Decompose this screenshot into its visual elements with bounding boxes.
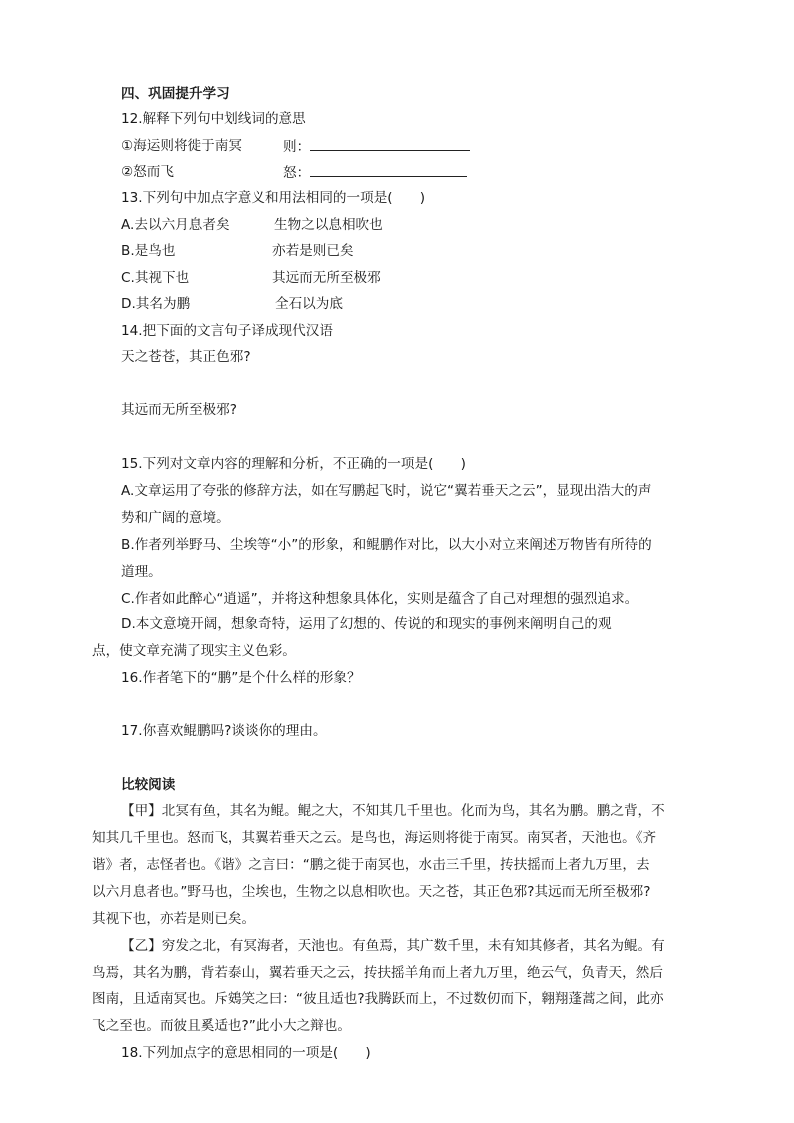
question-13-stem: 13.下列句中加点字意义和用法相同的一项是( )	[121, 190, 426, 206]
answer-blank	[310, 136, 470, 151]
question-12-item-1: ①海运则将徙于南冥	[121, 138, 242, 154]
question-15-option-c: C.作者如此醉心“逍遥”，并将这种想象具体化，实则是蕴含了自己对理想的强烈追求。	[121, 591, 639, 607]
section-title-compare: 比较阅读	[121, 777, 176, 793]
passage-jia-line-5: 其视下也，亦若是则已矣。	[92, 911, 256, 927]
question-15-option-a-line-2: 势和广阔的意境。	[121, 510, 230, 526]
answer-blank	[310, 162, 467, 177]
question-16-stem: 16.作者笔下的“鹏”是个什么样的形象？	[121, 670, 361, 686]
passage-yi-line-4: 飞之至也。而彼且奚适也?”此小大之辩也。	[92, 1018, 351, 1034]
question-15-option-d-line-1: D.本文意境开阔，想象奇特，运用了幻想的、传说的和现实的事例来阐明自己的观	[121, 616, 612, 632]
passage-jia-line-3: 谐》者，志怪者也。《谐》之言曰：“鹏之徙于南冥也，水击三千里，抟扶摇而上者九万里，去	[92, 857, 650, 873]
question-13-option-a: A.去以六月息者矣	[121, 217, 230, 233]
passage-yi-line-3: 图南，且适南冥也。斥鴳笑之曰：“彼且适也?我腾跃而上，不过数仞而下，翱翔蓬蒿之间，此亦	[92, 991, 664, 1007]
question-13-option-d: D.其名为鹏	[121, 296, 191, 312]
question-15-option-b-line-1: B.作者列举野马、尘埃等“小”的形象，和鲲鹏作对比，以大小对立来阐述万物皆有所待的	[121, 537, 652, 553]
question-15-option-d-line-2: 点，使文章充满了现实主义色彩。	[92, 643, 296, 659]
question-14-sentence-1: 天之苍苍，其正色邪?	[121, 349, 251, 365]
question-17-stem: 17.你喜欢鲲鹏吗?谈谈你的理由。	[121, 723, 327, 739]
question-18-stem: 18.下列加点字的意思相同的一项是( )	[121, 1045, 371, 1061]
passage-yi-line-1: 【乙】穷发之北，有冥海者，天池也。有鱼焉，其广数千里，未有知其修者，其名为鲲。有	[121, 938, 665, 954]
question-13-option-b-compare: 亦若是则已矣	[272, 243, 354, 259]
question-13-option-a-compare: 生物之以息相吹也	[274, 217, 383, 233]
question-15-option-b-line-2: 道理。	[121, 564, 162, 580]
passage-jia-line-4: 以六月息者也。”野马也，尘埃也，生物之以息相吹也。天之苍，其正色邪?其远而无所至极邪?	[92, 884, 651, 900]
question-15-option-a-line-1: A.文章运用了夸张的修辞方法，如在写鹏起飞时，说它“翼若垂天之云”，显现出浩大的声	[121, 483, 652, 499]
question-13-option-c-compare: 其远而无所至极邪	[272, 270, 381, 286]
question-13-option-d-compare: 全石以为底	[275, 296, 343, 312]
question-12-item-2-answer	[283, 162, 467, 183]
passage-jia-line-1: 【甲】北冥有鱼，其名为鲲。鲲之大，不知其几千里也。化而为鸟，其名为鹏。鹏之背，不	[121, 803, 665, 819]
question-12-item-1-answer	[283, 136, 470, 157]
question-12-item-2-word: 怒：	[283, 165, 311, 181]
passage-jia-line-2: 知其几千里也。怒而飞，其翼若垂天之云。是鸟也，海运则将徙于南冥。南冥者，天池也。《齐	[92, 830, 657, 846]
question-12-stem: 12.解释下列句中划线词的意思	[121, 111, 306, 127]
passage-yi-line-2: 鸟焉，其名为鹏，背若泰山，翼若垂天之云，抟扶摇羊角而上者九万里，绝云气，负青天，然后	[92, 965, 663, 981]
question-13-option-b: B.是鸟也	[121, 243, 176, 259]
question-12-item-1-word: 则：	[283, 139, 311, 155]
question-14-sentence-2: 其远而无所至极邪?	[121, 402, 237, 418]
question-15-stem: 15.下列对文章内容的理解和分析，不正确的一项是( )	[121, 456, 466, 472]
question-13-option-c: C.其视下也	[121, 270, 190, 286]
question-14-stem: 14.把下面的文言句子译成现代汉语	[121, 323, 333, 339]
section-title-consolidate: 四、巩固提升学习	[121, 86, 230, 102]
question-12-item-2: ②怒而飞	[121, 164, 174, 180]
